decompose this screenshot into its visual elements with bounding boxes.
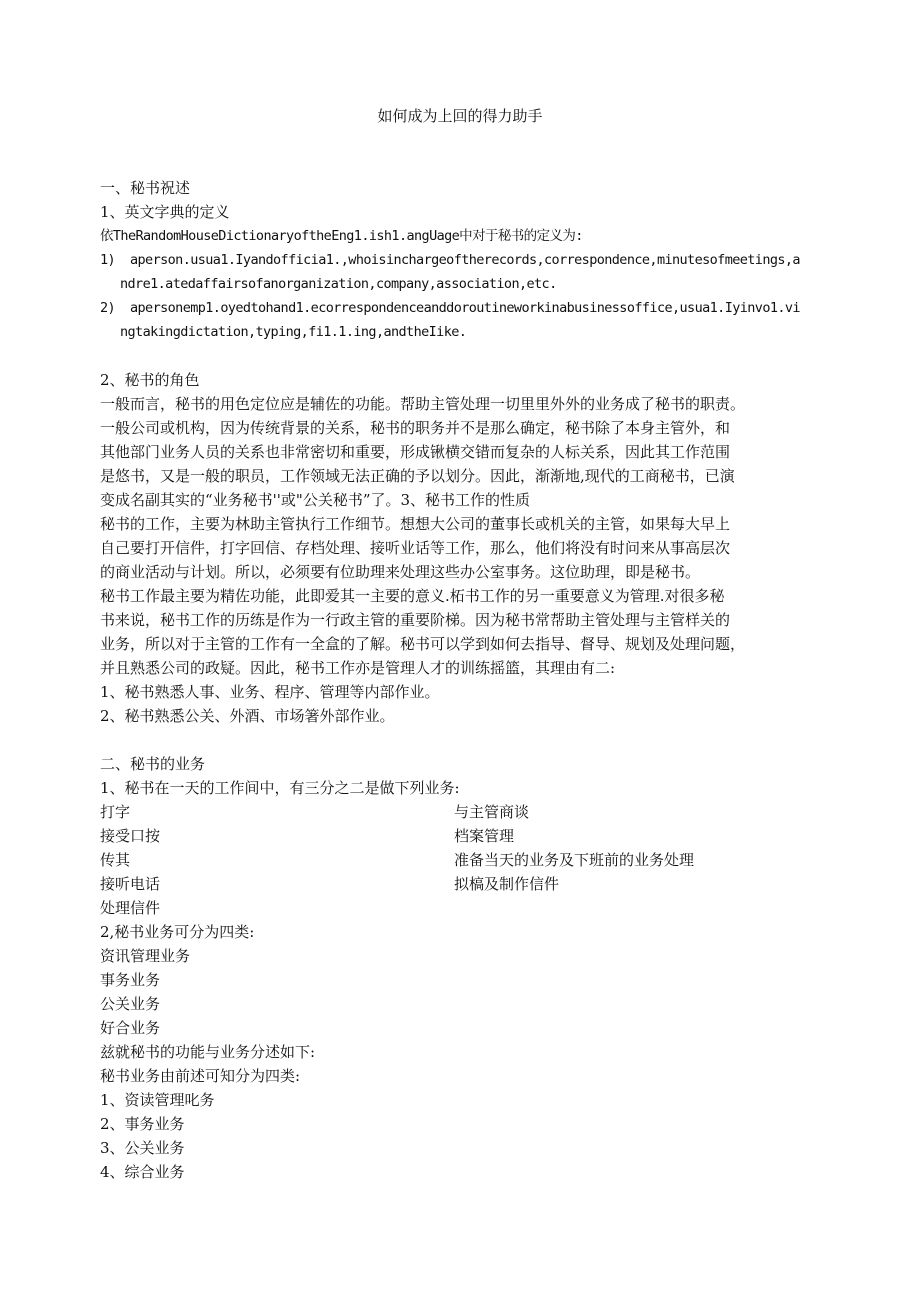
category-item: 资讯管理业务 (100, 947, 191, 965)
list-text: apersonemp1.oyedtohand1.ecorrespondenceanddoroutineworkinabusinessoffice,usua1.Iyinvo1.vi (130, 300, 800, 316)
paragraph-line: 秘书的工作，主要为林助主管执行工作细节。想想大公司的董事长或机关的主管，如果每大早上 (100, 515, 731, 533)
list-text: aperson.usua1.Iyandofficia1.,whoisinchargeoftherecords,correspondence,minutesofmeetings,a (130, 252, 800, 268)
task-item: 准备当天的业务及下班前的业务处理 (454, 851, 695, 869)
paragraph-line: 一般而言，秘书的用色定位应是辅佐的功能。帮助主管处理一切里里外外的业务成了秘书的职责。 (100, 395, 746, 413)
numbered-item: 3、公关业务 (100, 1139, 185, 1157)
subsection-heading: 2、秘书的角色 (100, 371, 200, 389)
task-item: 拟槁及制作信件 (454, 875, 560, 893)
task-columns (100, 800, 822, 920)
definition-intro: 依TheRandomHouseDictionaryoftheEng1.ish1.angUage中对于秘书的定义为: (100, 228, 583, 244)
paragraph-line: 是悠书，又是一般的职员，工作领域无法正确的予以划分。因此，渐渐地,现代的工商秘书，已演 (100, 467, 735, 485)
reason-item: 1、秘书熟悉人事、业务、程序、管理等内部作业。 (100, 683, 440, 701)
summary-text: 兹就秘书的功能与业务分述如下: (100, 1043, 316, 1061)
definition-list (100, 248, 822, 344)
list-number: 1) (100, 252, 116, 268)
paragraph-line: 的商业活动与计划。所以，必须要有位助理来处理这些办公室事务。这位助理，即是秘书。 (100, 563, 701, 581)
paragraph-line: 变成名副其实的“业务秘书''或"公关秘书”了。3、秘书工作的性质 (100, 491, 531, 509)
subsection-heading: 1、英文字典的定义 (100, 203, 230, 221)
section-heading: 二、秘书的业务 (100, 755, 206, 773)
task-column-left (100, 800, 454, 920)
task-column-right (454, 800, 822, 920)
section-heading: 一、秘书祝述 (100, 179, 191, 197)
paragraph-line: 并且熟悉公司的政疑。因此，秘书工作亦是管理人才的训练摇篮，其理由有二: (100, 659, 616, 677)
task-item: 接受口按 (100, 827, 161, 845)
subsection-heading: 2,秘书业务可分为四类: (100, 923, 255, 941)
task-item: 与主管商谈 (454, 803, 530, 821)
document-title: 如何成为上回的得力助手 (377, 107, 543, 125)
list-item (100, 296, 822, 320)
numbered-item: 4、综合业务 (100, 1163, 185, 1181)
paragraph-line: 书来说，秘书工作的历练是作为一行政主管的重要阶梯。因为秘书常帮助主管处理与主管样关的 (100, 611, 731, 629)
category-item: 公关业务 (100, 995, 161, 1013)
category-item: 好合业务 (100, 1019, 161, 1037)
list-number: 2) (100, 300, 116, 316)
task-item: 档案管理 (454, 827, 515, 845)
role-paragraph (100, 392, 822, 512)
paragraph-line: 秘书工作最主要为精佐功能，此即爱其一主要的意义.柘书工作的另一重要意义为管理.对很多秘 (100, 587, 725, 605)
paragraph-line: 业务，所以对于主管的工作有一全盒的了解。秘书可以学到如何去指导、督导、规划及处理问题， (100, 635, 746, 653)
list-text-continued: ngtakingdictation,typing,fi1.1.ing,andtheIike. (120, 324, 467, 340)
category-item: 事务业务 (100, 971, 161, 989)
task-item: 处理信件 (100, 899, 161, 917)
paragraph-line: 一般公司或机构，因为传统背景的关系，秘书的职务并不是那么确定，秘书除了本身主管外，和 (100, 419, 731, 437)
paragraph-line: 自己要打开信件，打字回信、存档处理、接听业话等工作，那么，他们将没有时问来从事高层次 (100, 539, 731, 557)
paragraph-line: 其他部门业务人员的关系也非常密切和重要，形成锹横交错而复杂的人标关系，因此其工作范围 (100, 443, 731, 461)
summary-text: 秘书业务由前述可知分为四类: (100, 1067, 301, 1085)
subsection-heading: 1、秘书在一天的工作间中，有三分之二是做下列业务: (100, 779, 460, 797)
task-item: 接听电话 (100, 875, 161, 893)
task-item: 传其 (100, 851, 131, 869)
numbered-item: 1、资读管理叱务 (100, 1091, 215, 1109)
nature-paragraph (100, 512, 822, 680)
list-item (100, 248, 822, 272)
document-body (100, 176, 822, 1184)
list-text-continued: ndre1.atedaffairsofanorganization,company,association,etc. (120, 276, 557, 292)
task-item: 打字 (100, 803, 131, 821)
numbered-item: 2、事务业务 (100, 1115, 185, 1133)
reason-item: 2、秘书熟悉公关、外酒、市场箸外部作业。 (100, 707, 395, 725)
